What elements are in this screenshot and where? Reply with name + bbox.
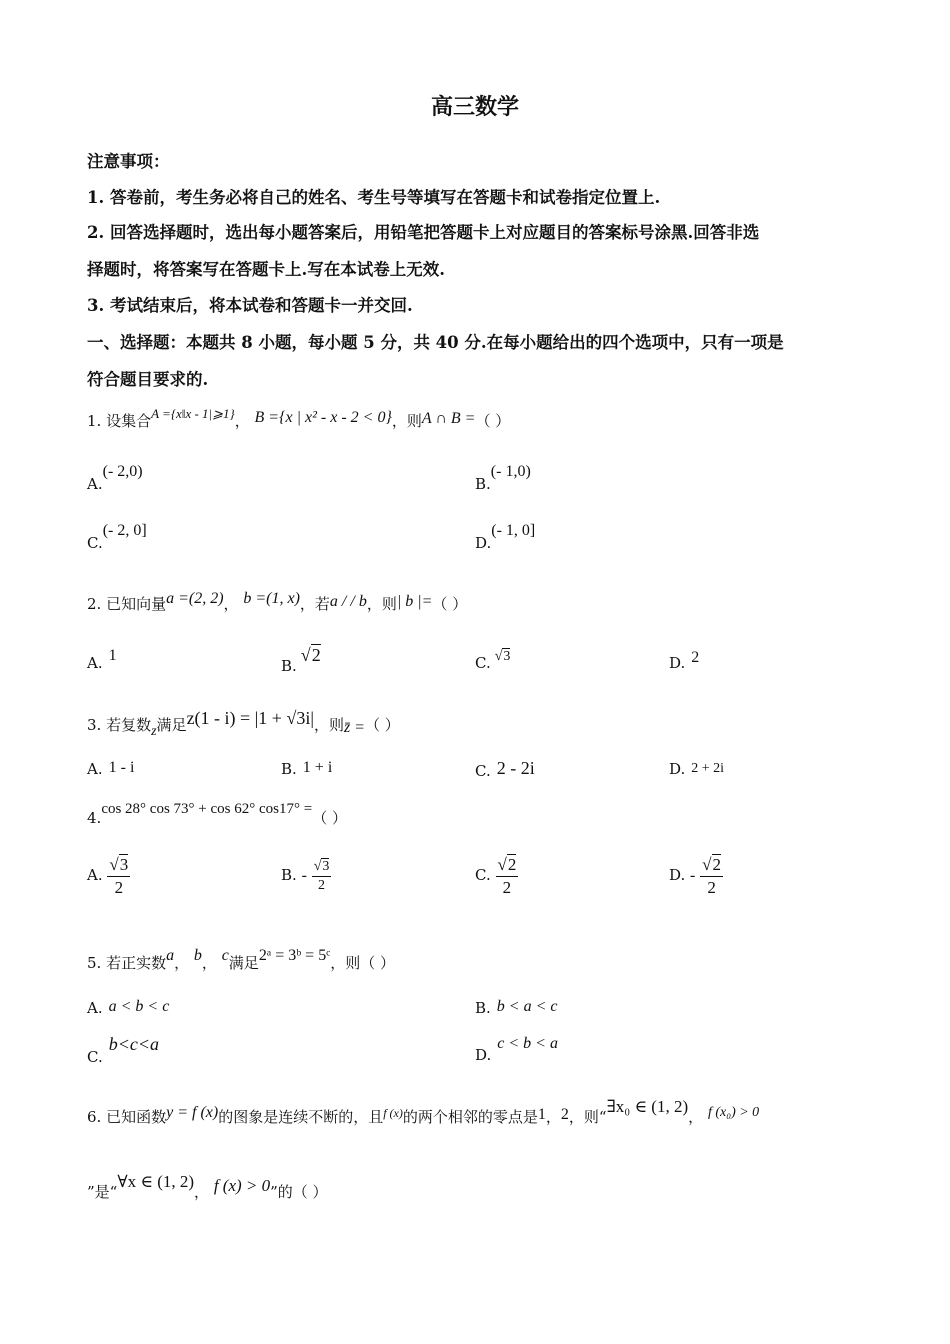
q4-paren: （ ） [312,809,347,827]
q6-fx-positive: f (x) > 0 [213,1176,271,1195]
q5-option-a[interactable] [87,999,169,1018]
q6-comma: ， [688,1108,704,1126]
option-label: B. [281,657,297,675]
option-label: D. [475,534,492,552]
q5-option-d[interactable] [475,1035,558,1065]
q5-sep: ， [201,954,217,972]
option-label: C. [475,762,491,780]
q3-paren: （ ） [364,716,400,734]
q1-option-d[interactable] [475,522,536,553]
question-2-stem [87,590,468,614]
q3-suffix: ，则 [313,716,344,734]
option-label: A. [87,999,103,1017]
question-1-stem [87,406,511,431]
q2-condition: a / / b [329,593,367,610]
option-value: 2 [691,649,700,666]
fraction: $\frac{√3}{2}$ [109,855,129,897]
q3-equation: z(1 - i) = |1 + √3i| [186,708,314,728]
q4-option-a[interactable] [87,854,130,898]
q5-option-b[interactable] [475,999,558,1018]
option-value: 2 - 2i [496,758,535,778]
q5-prefix: 5. 若正实数 [87,954,167,972]
option-value: a < b < c [108,998,170,1015]
option-value: b<c<a [108,1034,160,1054]
q2-prefix: 2. 已知向量 [87,595,167,613]
fraction-denominator: 2 [707,878,716,897]
option-label: D. [475,1046,492,1064]
option-value: b < a < c [496,998,558,1015]
q2-paren: （ ） [432,595,468,613]
option-value: (- 2, 0] [102,522,147,539]
q6-zero-2: 2 [560,1106,569,1123]
question-6-stem-line-2 [87,1172,328,1202]
option-label: B. [281,866,297,884]
q3-zbar: z̄ = [343,719,365,736]
question-3-stem [87,708,400,739]
q4-option-b[interactable] [281,858,331,894]
option-label: A. [87,760,103,778]
q6-text-5: ”的（ ） [270,1183,328,1201]
q1-option-a[interactable] [87,463,143,494]
q5-a: a [166,947,175,964]
section-heading-line-2: 符合题目要求的. [87,370,209,389]
fraction: $\frac{√2}{2}$ [702,855,721,897]
question-4-stem [87,801,347,828]
option-label: D. [669,866,686,884]
fraction-denominator: 2 [318,878,326,893]
option-label: D. [669,760,686,778]
option-label: A. [87,475,103,493]
q5-sep: ， [174,954,190,972]
q5-option-c[interactable] [87,1034,160,1067]
q1-set-a: A ={x‖x - 1|⩾1} [151,406,235,421]
question-5-stem [87,947,396,973]
option-label: C. [87,1048,103,1066]
option-value: 2 [311,645,321,665]
q1-suffix: ，则 [391,412,422,430]
minus-sign: - [690,867,696,884]
q5-suffix: ，则（ ） [330,954,396,972]
q1-option-b[interactable] [475,463,531,494]
q1-paren: （ ） [475,412,511,430]
q6-text-2: 的两个相邻的零点是 [402,1108,538,1126]
option-value: 1 + i [302,759,333,776]
section-heading-line-1: 一、选择题：本题共 8 小题，每小题 5 分，共 40 分.在每小题给出的四个选项中，只有一项是 [87,333,784,352]
fraction-numerator: 2 [507,855,517,874]
q4-expr: cos 28° cos 73° + cos 62° cos17° = [101,801,313,817]
q2-option-d[interactable] [669,649,700,673]
note-1: 1. 答卷前，考生务必将自己的姓名、考生号等填写在答题卡和试卷指定位置上. [87,188,661,207]
q6-zero-1: 1 [537,1106,546,1123]
notes-heading: 注意事项： [87,152,170,171]
option-value: (- 1, 0] [491,522,536,539]
fraction-numerator: 3 [119,855,129,874]
option-value: c < b < a [497,1035,558,1052]
option-value: 3 [503,649,511,664]
q1-prefix: 1. 设集合 [87,412,152,430]
q3-mid: 满足 [156,716,187,734]
option-label: C. [475,654,491,672]
q1-set-b: B ={x | x² - x - 2 < 0} [254,409,392,426]
q6-sep: ， [545,1108,561,1126]
fraction: $\frac{√3}{2}$ [313,859,330,893]
q5-b: b [193,947,202,964]
q2-expr: | b |= [396,593,433,610]
q6-function: y = f (x) [166,1104,219,1121]
q6-exists: ∃x₀ ∈ (1, 2) [606,1097,689,1116]
q6-fx0: f (x₀) > 0 [707,1105,760,1120]
q6-forall: ∀x ∈ (1, 2) [117,1172,195,1191]
q2-option-a[interactable] [87,647,117,673]
q6-text-1: 的图象是连续不断的，且 [218,1108,384,1126]
q4-option-c[interactable] [475,854,518,898]
fraction-numerator: 2 [712,855,721,874]
option-label: D. [669,654,686,672]
option-label: B. [475,999,491,1017]
q2-vector-a: a =(2, 2) [166,590,224,607]
q6-comma: ， [194,1183,210,1201]
note-2-line-1: 2. 回答选择题时，选出每小题答案后，用铅笔把答题卡上对应题目的答案标号涂黑.回答非选 [87,223,760,242]
question-6-stem-line-1 [87,1097,760,1127]
option-value: (- 1,0) [490,463,531,480]
note-2-line-2: 择题时，将答案写在答题卡上.写在本试卷上无效. [87,260,445,279]
fraction-numerator: 3 [322,859,330,874]
q6-fx: f (x) [383,1106,403,1120]
fraction-denominator: 2 [114,878,124,897]
fraction-denominator: 2 [502,878,512,897]
option-label: A. [87,866,103,884]
q4-num: 4. [87,809,102,827]
option-label: B. [475,475,491,493]
q2-sep: ， [223,595,239,613]
minus-sign: - [301,867,307,884]
q2-sep: ，则 [366,595,397,613]
option-label: B. [281,760,297,778]
q1-sep: ， [234,412,250,430]
q5-equation: 2ᵃ = 3ᵇ = 5ᶜ [258,947,331,964]
q2-option-c[interactable]: C. √3 [475,649,511,672]
q1-option-c[interactable] [87,522,147,553]
option-label: C. [87,534,103,552]
q4-option-d[interactable] [669,854,723,898]
option-value: 2 + 2i [691,761,725,776]
note-3: 3. 考试结束后，将本试卷和答题卡一并交回. [87,296,413,315]
q3-option-b[interactable] [281,760,332,779]
option-value: 1 [108,647,117,664]
q1-expr: A ∩ B = [421,410,476,427]
q6-text-4: ”是“ [87,1183,118,1201]
q3-prefix: 3. 若复数 [87,716,152,734]
q3-option-a[interactable] [87,760,134,779]
option-value: 1 - i [108,759,135,776]
option-label: C. [475,866,491,884]
q2-sep: ，若 [299,595,330,613]
q6-prefix: 6. 已知函数 [87,1108,167,1126]
q2-vector-b: b =(1, x) [243,590,300,607]
option-value: (- 2,0) [102,463,143,480]
q3-option-d[interactable] [669,760,724,779]
q6-text-3: ，则“ [568,1108,607,1126]
page-title: 高三数学 [430,94,519,120]
q3-z: z [151,724,157,739]
fraction: $\frac{√2}{2}$ [497,855,517,897]
option-label: A. [87,654,103,672]
q5-mid: 满足 [228,954,259,972]
q2-option-b[interactable]: B.√2 [281,645,321,675]
q3-option-c[interactable] [475,760,535,781]
q5-c: c [221,947,229,964]
